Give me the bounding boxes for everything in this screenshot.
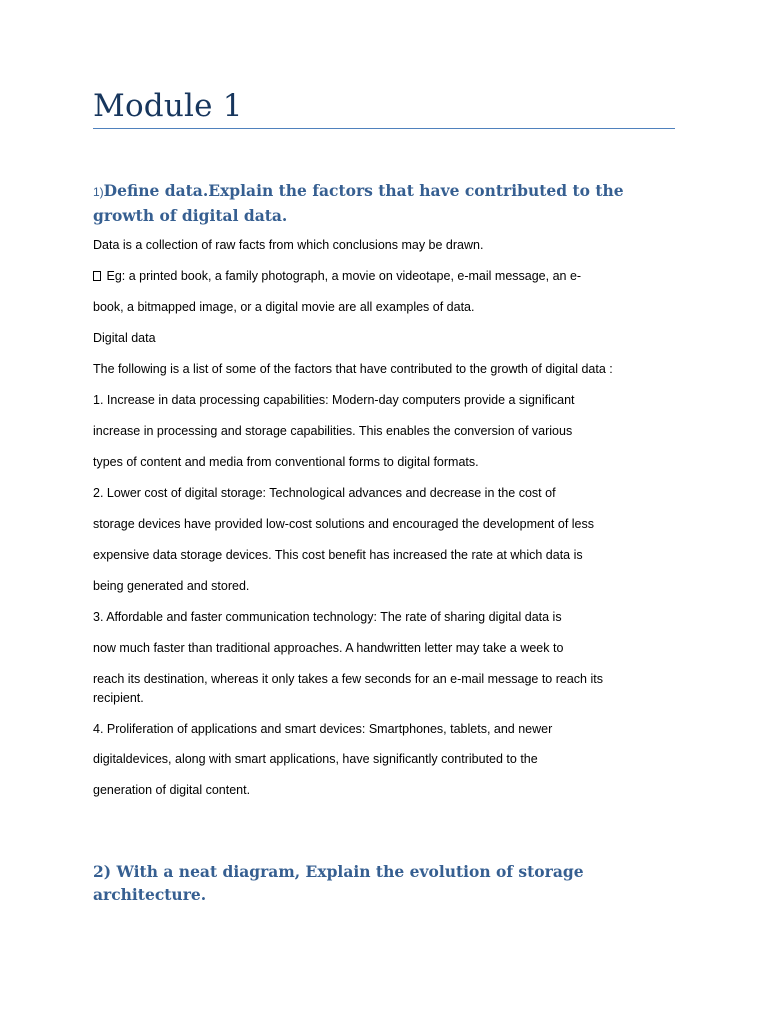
paragraph-line: being generated and stored.	[93, 579, 250, 593]
paragraph-line: reach its destination, whereas it only takes a few seconds for an e-mail message to reach its recipient.	[93, 672, 603, 705]
page-title: Module 1	[93, 88, 243, 124]
paragraph-line: Data is a collection of raw facts from which conclusions may be drawn.	[93, 238, 484, 252]
paragraph-line: book, a bitmapped image, or a digital movie are all examples of data.	[93, 300, 475, 314]
missing-glyph-icon	[93, 271, 101, 281]
question-1-text: Define data.Explain the factors that have contributed to the growth of digital data.	[93, 181, 624, 225]
question-1-number: 1)	[93, 185, 104, 199]
paragraph-line-bulleted	[93, 267, 653, 286]
question-1-heading	[93, 179, 675, 227]
paragraph-line: Eg: a printed book, a family photograph, a movie on videotape, e-mail message, an e-	[106, 269, 582, 283]
paragraph-line: Digital data	[93, 331, 156, 345]
paragraph-line: digitaldevices, along with smart applications, have significantly contributed to the	[93, 752, 538, 766]
paragraph-line: generation of digital content.	[93, 783, 251, 797]
paragraph-line: types of content and media from conventional forms to digital formats.	[93, 455, 479, 469]
paragraph-line: increase in processing and storage capabilities. This enables the conversion of various	[93, 424, 573, 438]
paragraph-line: storage devices have provided low-cost solutions and encouraged the development of less	[93, 517, 595, 531]
paragraph-line: The following is a list of some of the factors that have contributed to the growth of digital data :	[93, 362, 613, 376]
paragraph-line: 4. Proliferation of applications and smart devices: Smartphones, tablets, and newer	[93, 722, 553, 736]
paragraph-line: 3. Affordable and faster communication technology: The rate of sharing digital data is	[93, 610, 562, 624]
paragraph-line: 1. Increase in data processing capabilities: Modern-day computers provide a significant	[93, 393, 575, 407]
title-underline	[93, 128, 675, 129]
paragraph-line: now much faster than traditional approaches. A handwritten letter may take a week to	[93, 641, 564, 655]
paragraph-line: 2. Lower cost of digital storage: Technological advances and decrease in the cost of	[93, 486, 556, 500]
paragraph-line: expensive data storage devices. This cost benefit has increased the rate at which data is	[93, 548, 583, 562]
question-2-heading: 2) With a neat diagram, Explain the evolution of storage architecture.	[93, 862, 584, 904]
